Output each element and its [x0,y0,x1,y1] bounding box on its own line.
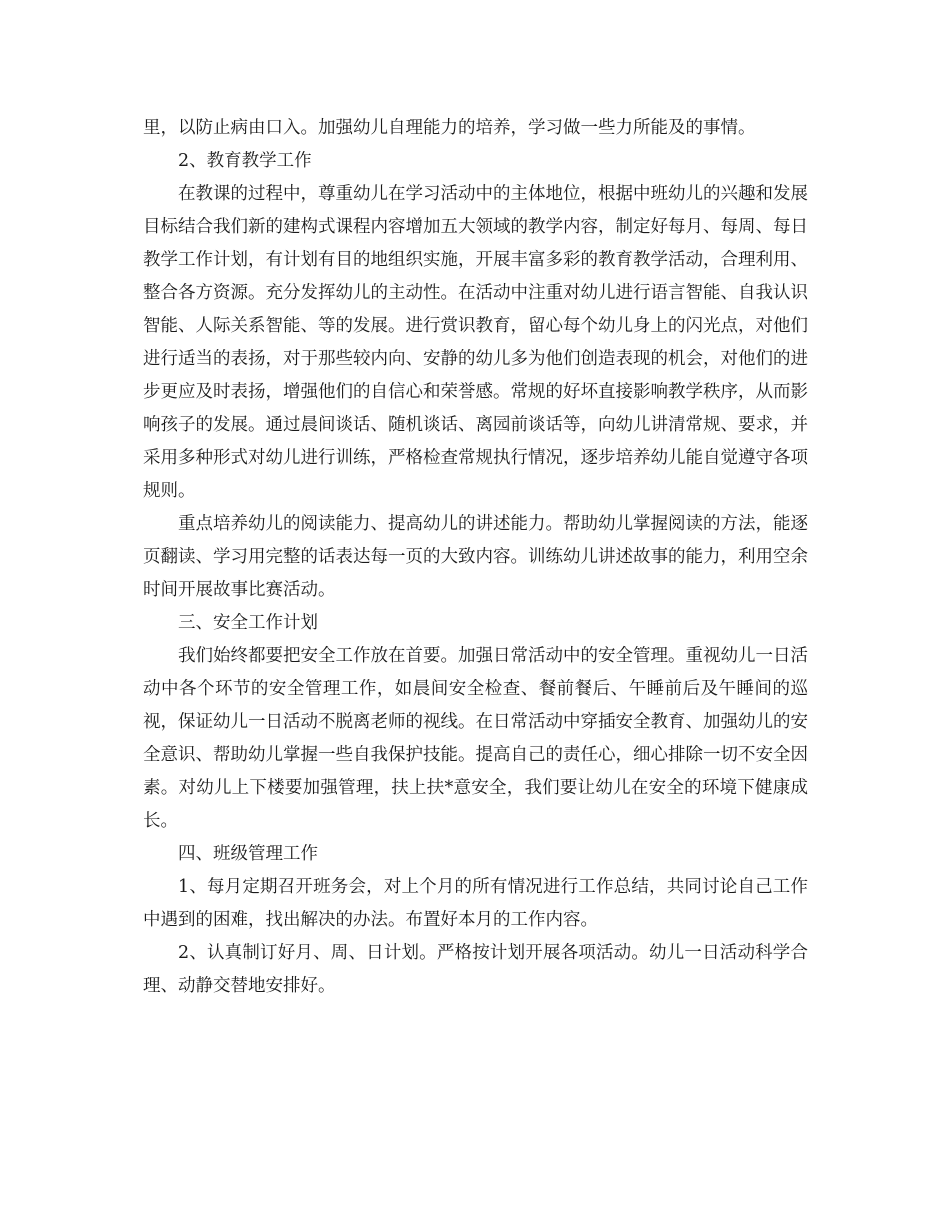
paragraph-continued-hygiene: 里，以防止病由口入。加强幼儿自理能力的培养，学习做一些力所能及的事情。 [143,118,756,138]
heading-safety-plan: 三、安全工作计划 [178,613,318,633]
heading-class-management: 四、班级管理工作 [178,844,318,864]
paragraph-class-meeting: 1、每月定期召开班务会，对上个月的所有情况进行工作总结，共同讨论自己工作中遇到的困难，找出解决的办法。布置好本月的工作内容。 [143,877,808,930]
paragraph-safety-management: 我们始终都要把安全工作放在首要。加强日常活动中的安全管理。重视幼儿一日活动中各个环节的安全管理工作，如晨间安全检查、餐前餐后、午睡前后及午睡间的巡视，保证幼儿一日活动不脱离老师的视线。在日常活动中穿插安全教育、加强幼儿的安全意识、帮助幼儿掌握一些自我保护技能。提高自己的责任心，细心排除一切不安全因素。对幼儿上下楼要加强管理，扶上扶*意安全，我们要让幼儿在安全的环境下健康成长。 [143,646,808,831]
paragraph-plans: 2、认真制订好月、周、日计划。严格按计划开展各项活动。幼儿一日活动科学合理、动静交替地安排好。 [143,943,808,996]
paragraph-reading-ability: 重点培养幼儿的阅读能力、提高幼儿的讲述能力。帮助幼儿掌握阅读的方法，能逐页翻读、学习用完整的话表达每一页的大致内容。训练幼儿讲述故事的能力，利用空余时间开展故事比赛活动。 [143,514,808,600]
heading-teaching-work: 2、教育教学工作 [178,151,312,171]
document-body [143,112,808,1003]
paragraph-teaching-process: 在教课的过程中，尊重幼儿在学习活动中的主体地位，根据中班幼儿的兴趣和发展目标结合我们新的建构式课程内容增加五大领域的教学内容，制定好每月、每周、每日教学工作计划，有计划有目的地组织实施，开展丰富多彩的教育教学活动，合理利用、整合各方资源。充分发挥幼儿的主动性。在活动中注重对幼儿进行语言智能、自我认识智能、人际关系智能、等的发展。进行赏识教育，留心每个幼儿身上的闪光点，对他们进行适当的表扬，对于那些较内向、安静的幼儿多为他们创造表现的机会，对他们的进步更应及时表扬，增强他们的自信心和荣誉感。常规的好坏直接影响教学秩序，从而影响孩子的发展。通过晨间谈话、随机谈话、离园前谈话等，向幼儿讲清常规、要求，并采用多种形式对幼儿进行训练，严格检查常规执行情况，逐步培养幼儿能自觉遵守各项规则。 [143,184,808,501]
